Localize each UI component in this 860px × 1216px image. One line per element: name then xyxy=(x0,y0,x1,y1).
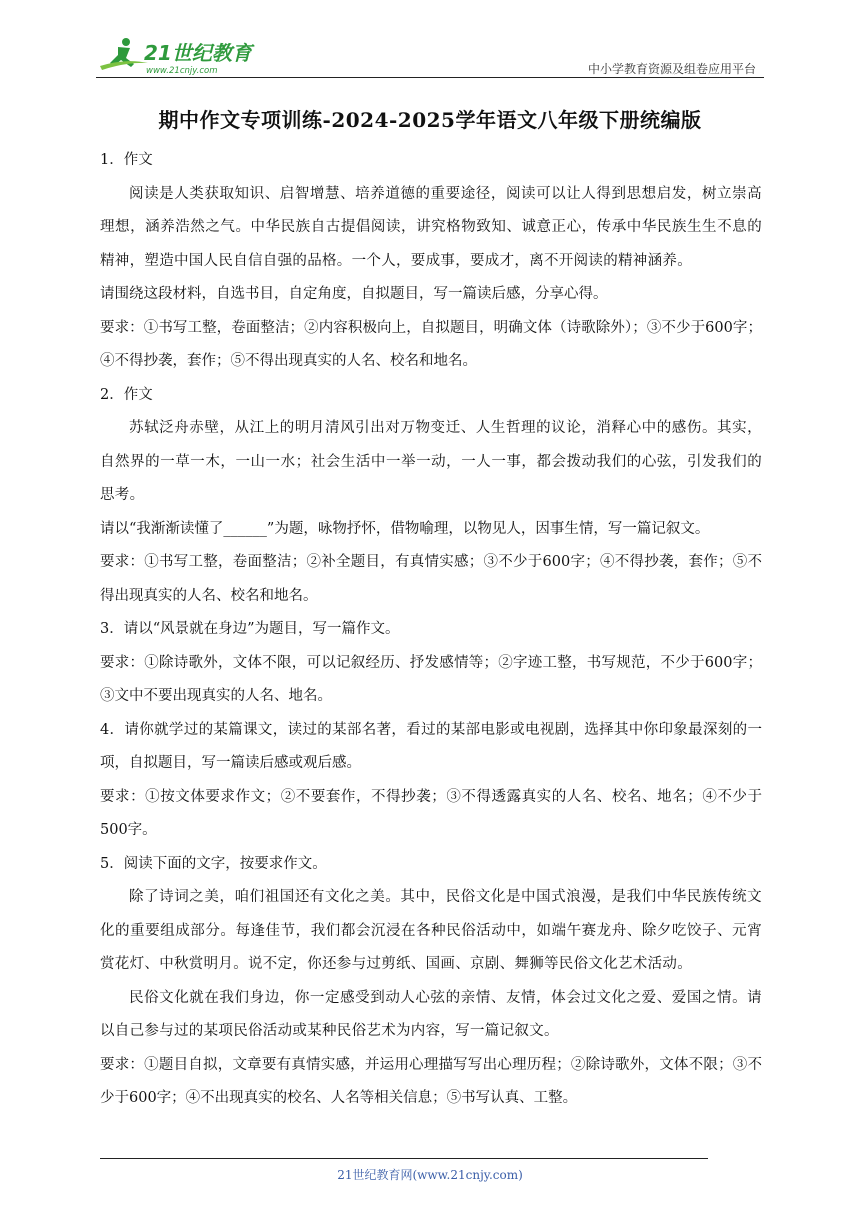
document-body xyxy=(100,144,762,1116)
paragraph: 要求：①书写工整，卷面整洁；②补全题目，有真情实感；③不少于600字；④不得抄袭，套作；⑤不得出现真实的人名、校名和地名。 xyxy=(100,554,762,604)
paragraph: 5．阅读下面的文字，按要求作文。 xyxy=(100,855,327,872)
page-title: 期中作文专项训练-2024-2025学年语文八年级下册统编版 xyxy=(158,108,702,132)
paragraph: 2．作文 xyxy=(100,386,153,403)
paragraph: 要求：①除诗歌外，文体不限，可以记叙经历、抒发感情等；②字迹工整，书写规范，不少于600字；③文中不要出现真实的人名、地名。 xyxy=(100,654,762,704)
paragraph: 4．请你就学过的某篇课文，读过的某部名著，看过的某部电影或电视剧，选择其中你印象最深刻的一项，自拟题目，写一篇读后感或观后感。 xyxy=(100,721,762,771)
paragraph: 要求：①题目自拟，文章要有真情实感，并运用心理描写写出心理历程；②除诗歌外，文体不限；③不少于600字；④不出现真实的校名、人名等相关信息；⑤书写认真、工整。 xyxy=(100,1056,762,1106)
paragraph: 3．请以“风景就在身边”为题目，写一篇作文。 xyxy=(100,621,400,637)
platform-label: 中小学教育资源及组卷应用平台 xyxy=(587,62,756,76)
page-header xyxy=(96,34,764,80)
paragraph: 除了诗词之美，咱们祖国还有文化之美。其中，民俗文化是中国式浪漫，是我们中华民族传统文化的重要组成部分。每逢佳节，我们都会沉浸在各种民俗活动中，如端午赛龙舟、除夕吃饺子、元宵赏花灯、中秋赏明月。说不定，你还参与过剪纸、国画、京剧、舞狮等民俗文化艺术活动。 xyxy=(100,889,762,972)
paragraph: 要求：①书写工整，卷面整洁；②内容积极向上，自拟题目，明确文体（诗歌除外）；③不少于600字；④不得抄袭，套作；⑤不得出现真实的人名、校名和地名。 xyxy=(100,319,762,369)
footer-divider xyxy=(100,1158,708,1159)
paragraph: 1．作文 xyxy=(100,152,153,168)
svg-text:21世纪教育: 21世纪教育 xyxy=(144,41,252,65)
paragraph: 阅读是人类获取知识、启智增慧、培养道德的重要途径，阅读可以让人得到思想启发，树立崇高理想，涵养浩然之气。中华民族自古提倡阅读，讲究格物致知、诚意正心，传承中华民族生生不息的精神，塑造中国人民自信自强的品格。一个人，要成事，要成才，离不开阅读的精神涵养。 xyxy=(100,185,762,269)
paragraph: 苏轼泛舟赤壁，从江上的明月清风引出对万物变迁、人生哲理的议论，消释心中的感伤。其实，自然界的一草一木，一山一水；社会生活中一举一动，一人一事，都会拨动我们的心弦，引发我们的思考。 xyxy=(100,420,762,503)
paragraph: 请以“我渐渐读懂了______”为题，咏物抒怀，借物喻理，以物见人，因事生情，写一篇记叙文。 xyxy=(100,520,710,537)
paragraph: 民俗文化就在我们身边，你一定感受到动人心弦的亲情、友情，体会过文化之爱、爱国之情。请以自己参与过的某项民俗活动或某种民俗艺术为内容，写一篇记叙文。 xyxy=(100,989,762,1039)
footer-link[interactable]: 21世纪教育网(www.21cnjy.com) xyxy=(337,1168,523,1182)
site-logo[interactable] xyxy=(96,36,256,78)
header-divider xyxy=(96,77,764,78)
svg-text:www.21cnjy.com: www.21cnjy.com xyxy=(146,66,218,76)
paragraph: 请围绕这段材料，自选书目，自定角度，自拟题目，写一篇读后感，分享心得。 xyxy=(100,286,608,302)
paragraph: 要求：①按文体要求作文；②不要套作，不得抄袭；③不得透露真实的人名、校名、地名；④不少于500字。 xyxy=(100,788,762,838)
